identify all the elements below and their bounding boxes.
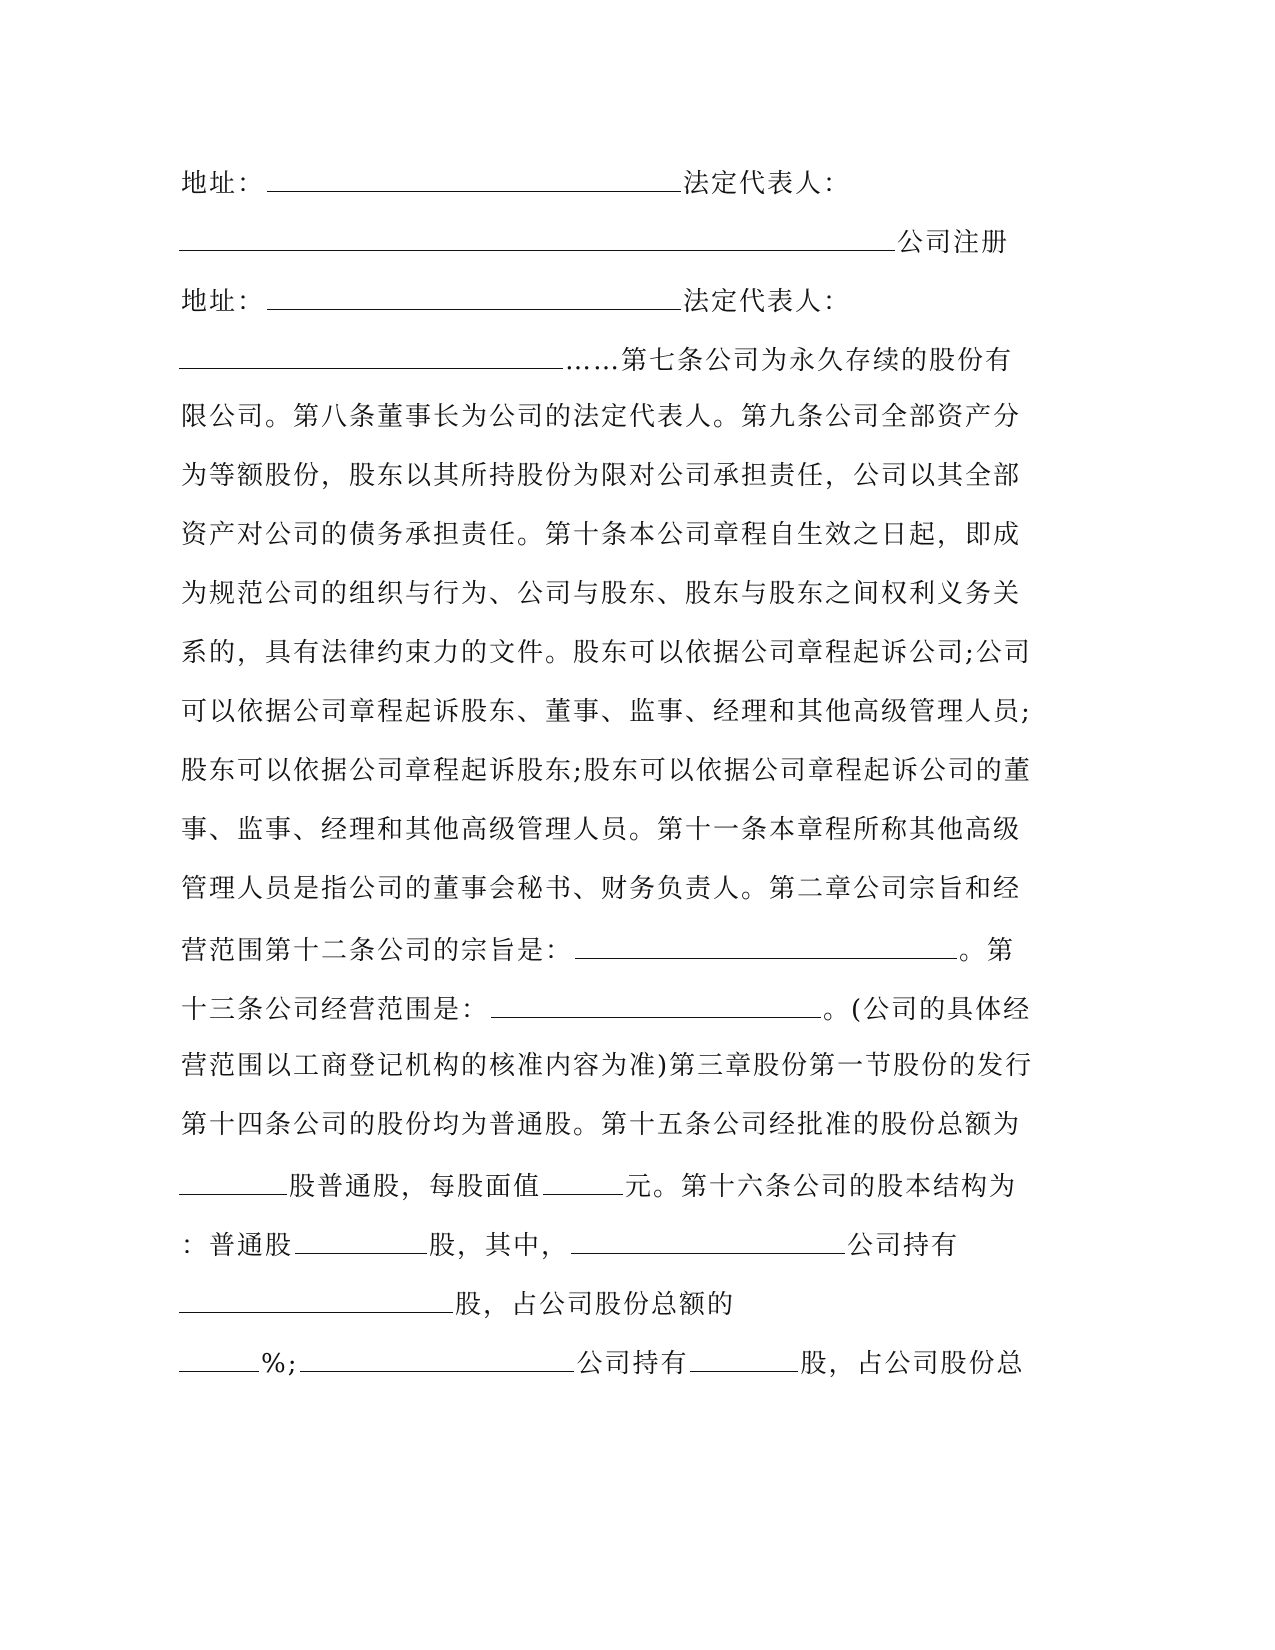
text-segment: 。第 <box>959 936 1016 966</box>
text-segment: 系的，具有法律约束力的文件。股东可以依据公司章程起诉公司;公司 <box>181 638 1032 668</box>
fill-blank[interactable] <box>179 1282 453 1313</box>
text-line <box>181 751 1041 791</box>
fill-blank[interactable] <box>690 1341 798 1372</box>
text-line <box>179 220 1039 260</box>
text-segment: 事、监事、经理和其他高级管理人员。第十一条本章程所称其他高级 <box>181 815 1022 845</box>
text-segment: 为等额股份，股东以其所持股份为限对公司承担责任，公司以其全部 <box>181 461 1022 491</box>
text-segment: 法定代表人： <box>683 169 852 199</box>
text-line <box>179 1341 1039 1381</box>
text-line <box>179 1164 1039 1204</box>
text-segment: 地址： <box>181 287 266 317</box>
text-line <box>181 869 1041 909</box>
fill-blank[interactable] <box>543 1164 623 1195</box>
text-segment: 股，其中， <box>429 1231 570 1261</box>
fill-blank[interactable] <box>575 928 957 959</box>
text-segment: 管理人员是指公司的董事会秘书、财务负责人。第二章公司宗旨和经 <box>181 874 1022 904</box>
text-line <box>181 397 1041 437</box>
fill-blank[interactable] <box>295 1223 427 1254</box>
text-segment: 股东可以依据公司章程起诉股东;股东可以依据公司章程起诉公司的董 <box>181 756 1032 786</box>
text-segment: 股普通股，每股面值 <box>289 1172 542 1202</box>
text-line <box>181 161 1041 201</box>
text-segment: 营范围第十二条公司的宗旨是： <box>181 936 574 966</box>
text-segment: 为规范公司的组织与行为、公司与股东、股东与股东之间权利义务关 <box>181 579 1022 609</box>
text-segment: 十三条公司经营范围是： <box>181 995 490 1025</box>
text-segment: 元。第十六条公司的股本结构为 <box>625 1172 1018 1202</box>
text-segment: 第十四条公司的股份均为普通股。第十五条公司经批准的股份总额为 <box>181 1110 1022 1140</box>
text-line <box>181 515 1041 555</box>
text-segment: 可以依据公司章程起诉股东、董事、监事、经理和其他高级管理人员; <box>181 697 1032 727</box>
fill-blank[interactable] <box>179 1164 287 1195</box>
text-segment: 营范围以工商登记机构的核准内容为准)第三章股份第一节股份的发行 <box>181 1051 1034 1081</box>
fill-blank[interactable] <box>267 161 681 192</box>
text-line <box>181 1223 1041 1263</box>
text-line <box>181 633 1041 673</box>
text-segment: 公司持有 <box>847 1231 960 1261</box>
text-segment: ：普通股 <box>181 1231 294 1261</box>
text-line <box>181 1105 1041 1145</box>
text-line <box>179 1282 1039 1322</box>
text-line <box>179 338 1039 378</box>
text-segment: 资产对公司的债务承担责任。第十条本公司章程自生效之日起，即成 <box>181 520 1022 550</box>
fill-blank[interactable] <box>571 1223 845 1254</box>
fill-blank[interactable] <box>179 220 895 251</box>
text-line <box>181 1046 1041 1086</box>
fill-blank[interactable] <box>267 279 681 310</box>
fill-blank[interactable] <box>491 987 821 1018</box>
text-segment: 地址： <box>181 169 266 199</box>
text-segment: 股，占公司股份总 <box>800 1349 1025 1379</box>
text-segment: 。(公司的具体经 <box>823 995 1032 1025</box>
fill-blank[interactable] <box>179 338 563 369</box>
text-segment: 股，占公司股份总额的 <box>455 1290 736 1320</box>
text-segment: 限公司。第八条董事长为公司的法定代表人。第九条公司全部资产分 <box>181 402 1022 432</box>
text-line <box>181 279 1041 319</box>
text-line <box>181 810 1041 850</box>
text-line <box>181 987 1041 1027</box>
text-segment: %; <box>261 1349 299 1379</box>
text-line <box>181 456 1041 496</box>
text-segment: 公司持有 <box>576 1349 689 1379</box>
text-line <box>181 692 1041 732</box>
fill-blank[interactable] <box>300 1341 574 1372</box>
text-segment: 公司注册 <box>897 228 1010 258</box>
text-segment: 法定代表人： <box>683 287 852 317</box>
text-segment: ……第七条公司为永久存续的股份有 <box>565 346 1014 376</box>
text-line <box>181 928 1041 968</box>
text-line <box>181 574 1041 614</box>
fill-blank[interactable] <box>179 1341 259 1372</box>
